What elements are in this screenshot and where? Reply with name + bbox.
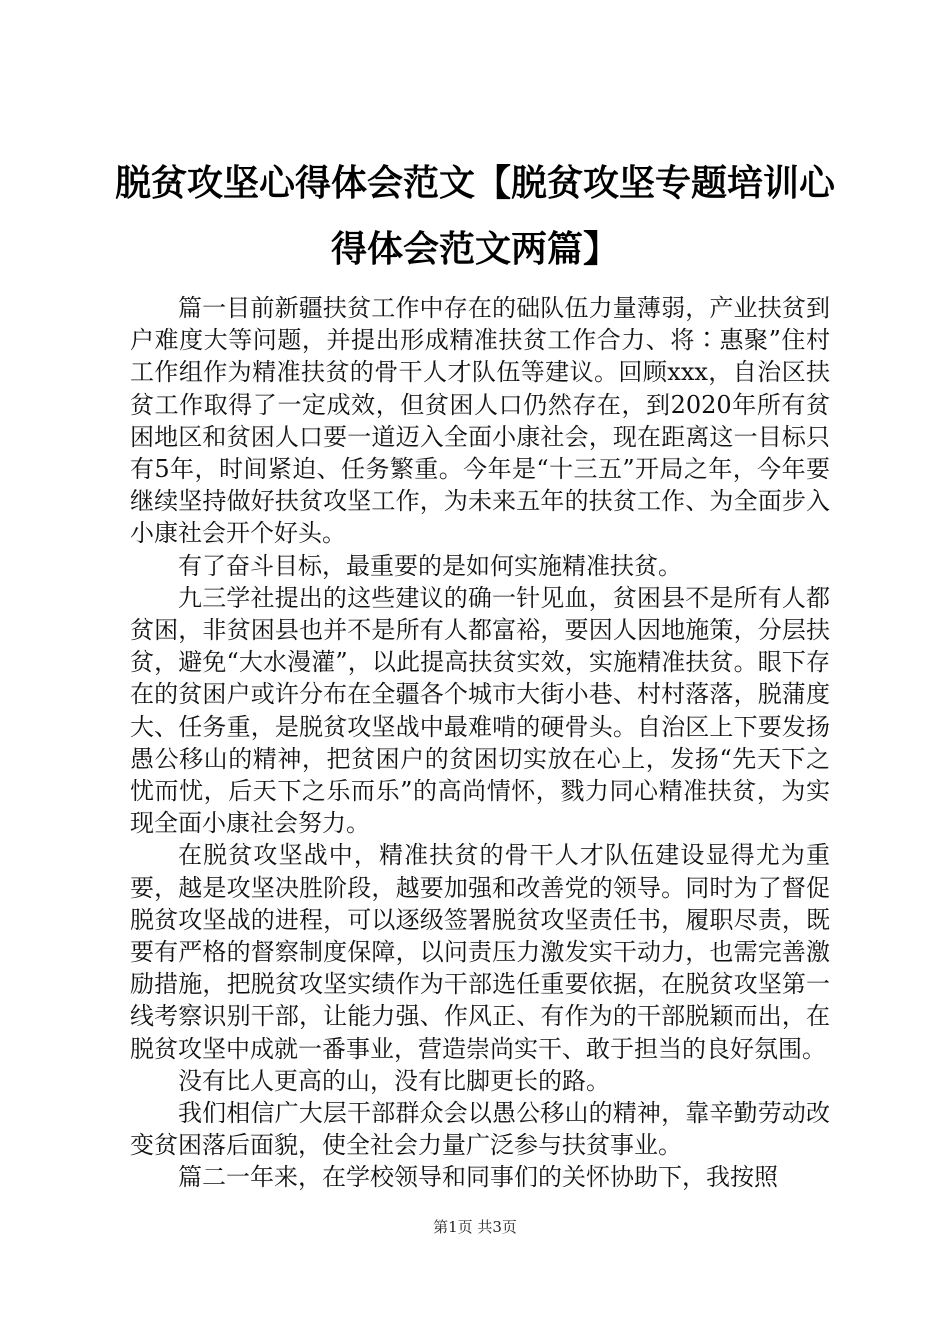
paragraph: 有了奋斗目标，最重要的是如何实施精准扶贫。 [178,551,682,580]
paragraph: 篇二一年来，在学校领导和同事们的关怀协助下，我按照 [178,1163,778,1192]
document-body [130,292,830,1194]
paragraph: 没有比人更高的山，没有比脚更长的路。 [178,1066,610,1095]
paragraph: 篇一目前新疆扶贫工作中存在的础队伍力量薄弱，产业扶贫到户难度大等问题，并提出形成精准扶贫工作合力、将∶惠聚”住村工作组作为精准扶贫的骨干人才队伍等建议。回顾xxx，自治区扶贫工作取得了一定成效，但贫困人口仍然存在，到2020年所有贫困地区和贫困人口要一道迈入全面小康社会，现在距离这一目标只有5年，时间紧迫、任务繁重。今年是“十三五”开局之年，今年要继续坚持做好扶贫攻坚工作，为未来五年的扶贫工作、为全面步入小康社会开个好头。 [130,294,830,548]
paragraph: 在脱贫攻坚战中，精准扶贫的骨干人才队伍建设显得尤为重要，越是攻坚决胜阶段，越要加强和改善党的领导。同时为了督促脱贫攻坚战的进程，可以逐级签署脱贫攻坚责任书，履职尽责，既要有严格的督察制度保障，以问责压力激发实干动力，也需完善激励措施，把脱贫攻坚实绩作为干部选任重要依据，在脱贫攻坚第一线考察识别干部，让能力强、作风正、有作为的干部脱颖而出，在脱贫攻坚中成就一番事业，营造崇尚实干、敢于担当的良好氛围。 [130,841,830,1063]
document-title: 脱贫攻坚心得体会范文【脱贫攻坚专题培训心得体会范文两篇】 [114,162,835,270]
paragraph: 我们相信广大层干部群众会以愚公移山的精神，靠辛勤劳动改变贫困落后面貌，使全社会力量广泛参与扶贫事业。 [130,1099,830,1160]
paragraph: 九三学社提出的这些建议的确一针见血，贫困县不是所有人都贫困，非贫困县也并不是所有人都富裕，要因人因地施策，分层扶贫，避免“大水漫灌”，以此提高扶贫实效，实施精准扶贫。眼下存在的贫困户或许分布在全疆各个城市大街小巷、村村落落，脱蒲度大、任务重，是脱贫攻坚战中最难啃的硬骨头。自治区上下要发扬愚公移山的精神，把贫困户的贫困切实放在心上，发扬“先天下之忧而忧，后天下之乐而乐”的高尚情怀，戮力同心精准扶贫，为实现全面小康社会努力。 [130,583,830,838]
page-number-footer: 第1页 共3页 [433,1218,517,1236]
